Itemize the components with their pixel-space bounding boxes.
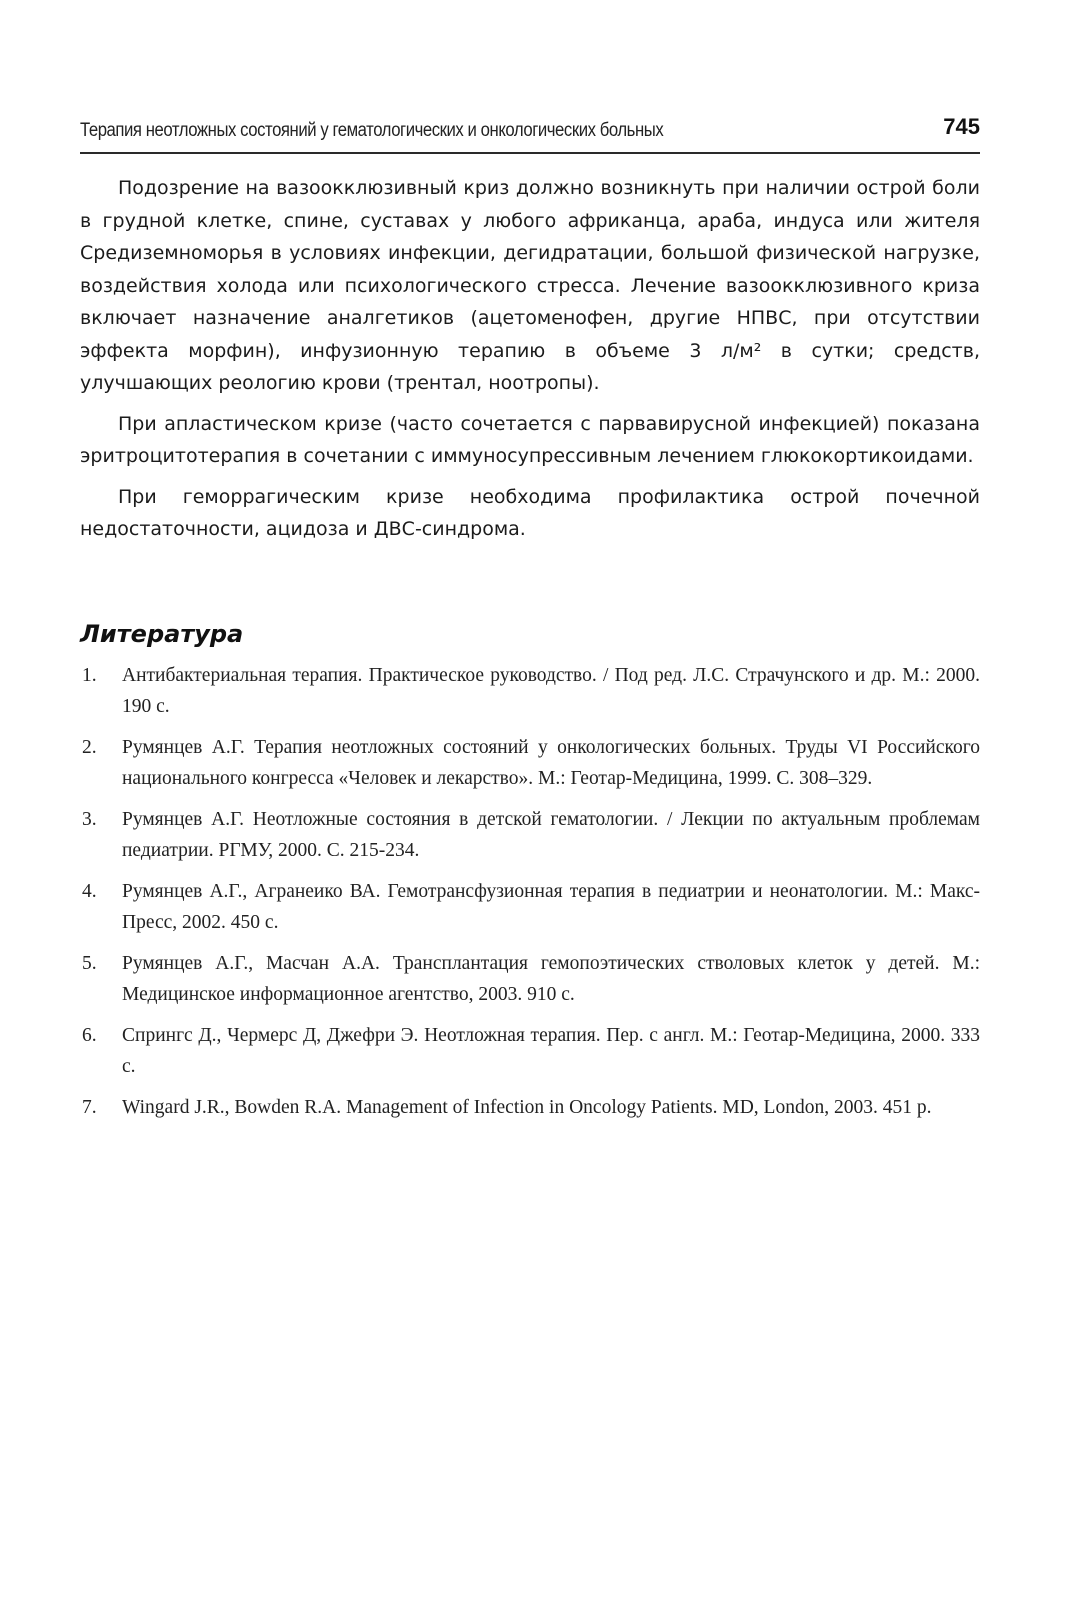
reference-item [80,660,980,722]
paragraph: При апластическом кризе (часто сочетается с парвавирусной инфекцией) показана эритроцитотерапия в сочетании с иммуносупрессивным лечением глюкокортикоидами. [80,412,980,467]
paragraph: Подозрение на вазоокклюзивный криз должно возникнуть при наличии острой боли в грудной клетке, спине, суставах у любого африканца, араба, индуса или жителя Средиземноморья в условиях инфекции, дегидратации, большой физической нагрузке, воздействия холода или психологического стресса. Лечение вазоокклюзивного криза включает назначение аналгетиков (ацетоменофен, другие НПВС, при отсутствии эффекта морфин), инфузионную терапию в объеме 3 л/м² в сутки; средств, улучшающих реологию крови (трентал, ноотропы). [80,177,980,394]
paragraph: При геморрагическим кризе необходима профилактика острой почечной недостаточности, ацидоза и ДВС-синдрома. [80,485,980,540]
reference-text: Румянцев А.Г., Масчан А.А. Трансплантация гемопоэтических стволовых клеток у детей. М.: Медицинское информационное агентство, 2003. 910 с. [122,953,980,1005]
running-header [80,112,980,154]
reference-item [80,876,980,938]
reference-list [80,660,980,1133]
reference-number: 4. [82,881,97,902]
section-heading: Литература [80,620,244,648]
page-number: 745 [943,114,980,139]
reference-text: Румянцев А.Г. Неотложные состояния в детской гематологии. / Лекции по актуальным проблемам педиатрии. РГМУ, 2000. С. 215-234. [122,809,980,861]
reference-number: 7. [82,1097,97,1118]
reference-number: 1. [82,665,97,686]
reference-item [80,1092,980,1123]
reference-number: 2. [82,737,97,758]
reference-text: Румянцев А.Г. Терапия неотложных состояний у онкологических больных. Труды VI Российского национального конгресса «Человек и лекарство». М.: Геотар-Медицина, 1999. С. 308–329. [122,737,980,789]
reference-item [80,732,980,794]
reference-text: Антибактериальная терапия. Практическое руководство. / Под ред. Л.С. Страчунского и др. М.: 2000. 190 с. [122,665,980,717]
reference-text: Wingard J.R., Bowden R.A. Management of Infection in Oncology Patients. MD, London, 2003. 451 p. [122,1097,932,1118]
reference-item [80,1020,980,1082]
body-text [80,172,980,554]
reference-item [80,804,980,866]
running-title: Терапия неотложных состояний у гематологических и онкологических больных [80,120,664,141]
reference-item [80,948,980,1010]
reference-text: Спрингс Д., Чермерс Д, Джефри Э. Неотложная терапия. Пер. с англ. М.: Геотар-Медицина, 2000. 333 с. [122,1025,980,1077]
reference-number: 6. [82,1025,97,1046]
reference-number: 5. [82,953,97,974]
reference-number: 3. [82,809,97,830]
reference-text: Румянцев А.Г., Агранеико ВА. Гемотрансфузионная терапия в педиатрии и неонатологии. М.: Макс-Пресс, 2002. 450 с. [122,881,980,933]
